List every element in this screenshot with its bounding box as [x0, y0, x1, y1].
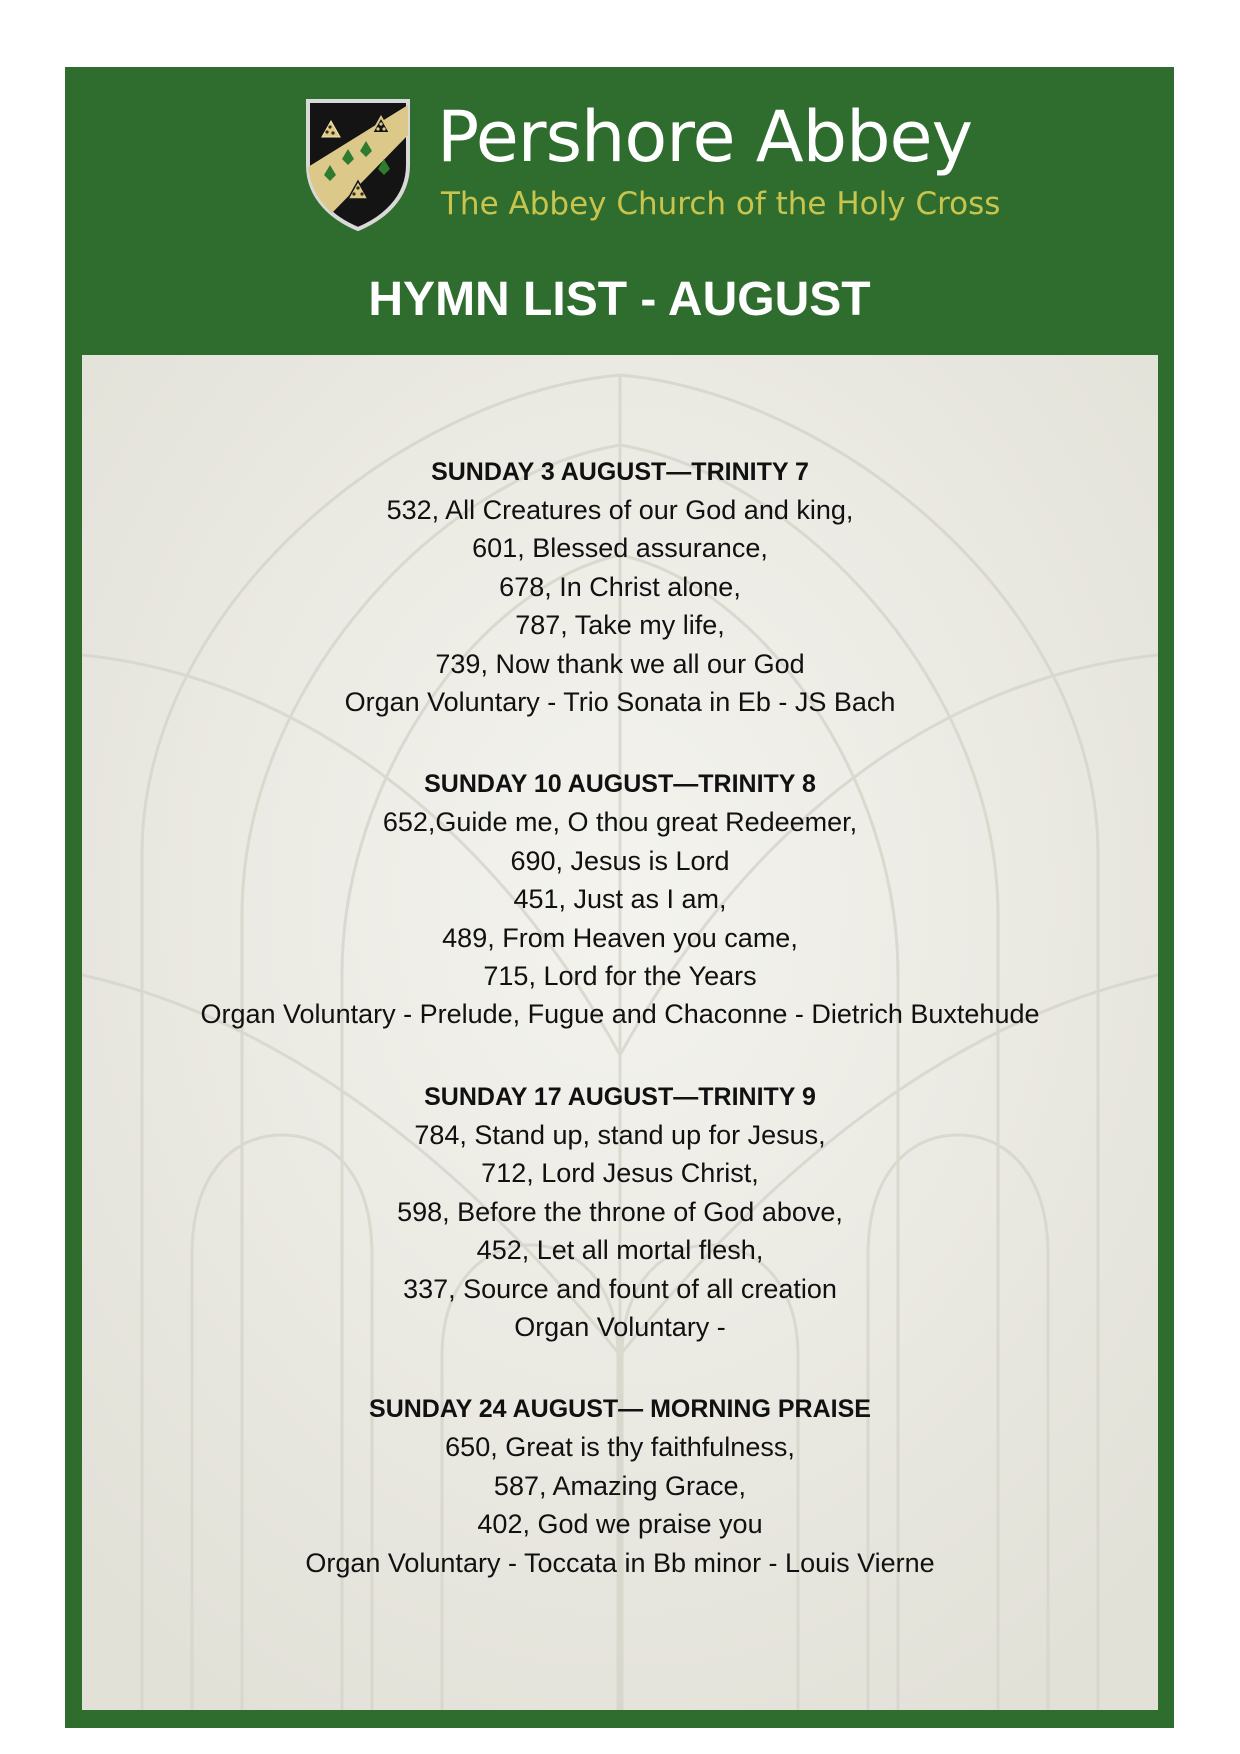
hymn-line: 452, Let all mortal flesh, — [476, 1235, 764, 1266]
hymn-line: 690, Jesus is Lord — [510, 845, 730, 876]
hymn-line: 489, From Heaven you came, — [442, 922, 798, 953]
service-sunday-3-august — [82, 453, 1158, 721]
hymn-line: 587, Amazing Grace, — [493, 1470, 747, 1501]
hymn-line: 784, Stand up, stand up for Jesus, — [414, 1119, 826, 1150]
service-lists — [82, 453, 1158, 1626]
organ-voluntary-line: Organ Voluntary - Prelude, Fugue and Chaconne - Dietrich Buxtehude — [200, 999, 1040, 1030]
service-sunday-17-august — [82, 1078, 1158, 1346]
hymn-line: 652,Guide me, O thou great Redeemer, — [382, 807, 858, 838]
organ-voluntary-line: Organ Voluntary - Trio Sonata in Eb - JS Bach — [344, 687, 896, 718]
hymn-line: 715, Lord for the Years — [483, 961, 757, 992]
hymn-line: 532, All Creatures of our God and king, — [386, 495, 854, 525]
hymn-line: 787, Take my life, — [515, 610, 725, 641]
service-heading: SUNDAY 10 AUGUST—TRINITY 8 — [424, 770, 816, 799]
hymn-line: 650, Great is thy faithfulness, — [445, 1432, 795, 1463]
service-heading: SUNDAY 3 AUGUST—TRINITY 7 — [431, 458, 809, 486]
hymn-line: 337, Source and fount of all creation — [403, 1273, 837, 1304]
hymn-line: 739, Now thank we all our God — [435, 648, 805, 679]
service-sunday-24-august — [82, 1390, 1158, 1582]
service-heading: SUNDAY 17 AUGUST—TRINITY 9 — [424, 1082, 816, 1111]
header-banner — [65, 67, 1174, 355]
hymn-line: 402, God we praise you — [477, 1509, 763, 1540]
hymn-line: 451, Just as I am, — [513, 884, 727, 915]
abbey-crest-icon — [302, 95, 414, 233]
brand-name: Pershore Abbey — [437, 96, 973, 178]
page-title: HYMN LIST - AUGUST — [368, 273, 871, 326]
service-heading: SUNDAY 24 AUGUST— MORNING PRAISE — [369, 1395, 871, 1424]
hymn-line: 712, Lord Jesus Christ, — [481, 1158, 759, 1189]
organ-voluntary-line: Organ Voluntary - Toccata in Bb minor - Louis Vierne — [305, 1547, 935, 1578]
brand-tagline: The Abbey Church of the Holy Cross — [441, 186, 1001, 222]
hymn-line: 678, In Christ alone, — [499, 571, 741, 602]
hymn-line: 598, Before the throne of God above, — [397, 1196, 843, 1227]
service-sunday-10-august — [82, 765, 1158, 1033]
organ-voluntary-line: Organ Voluntary - — [514, 1311, 726, 1342]
hymn-list-panel — [82, 355, 1158, 1710]
green-page-frame — [65, 67, 1174, 1728]
hymn-line: 601, Blessed assurance, — [472, 533, 768, 564]
